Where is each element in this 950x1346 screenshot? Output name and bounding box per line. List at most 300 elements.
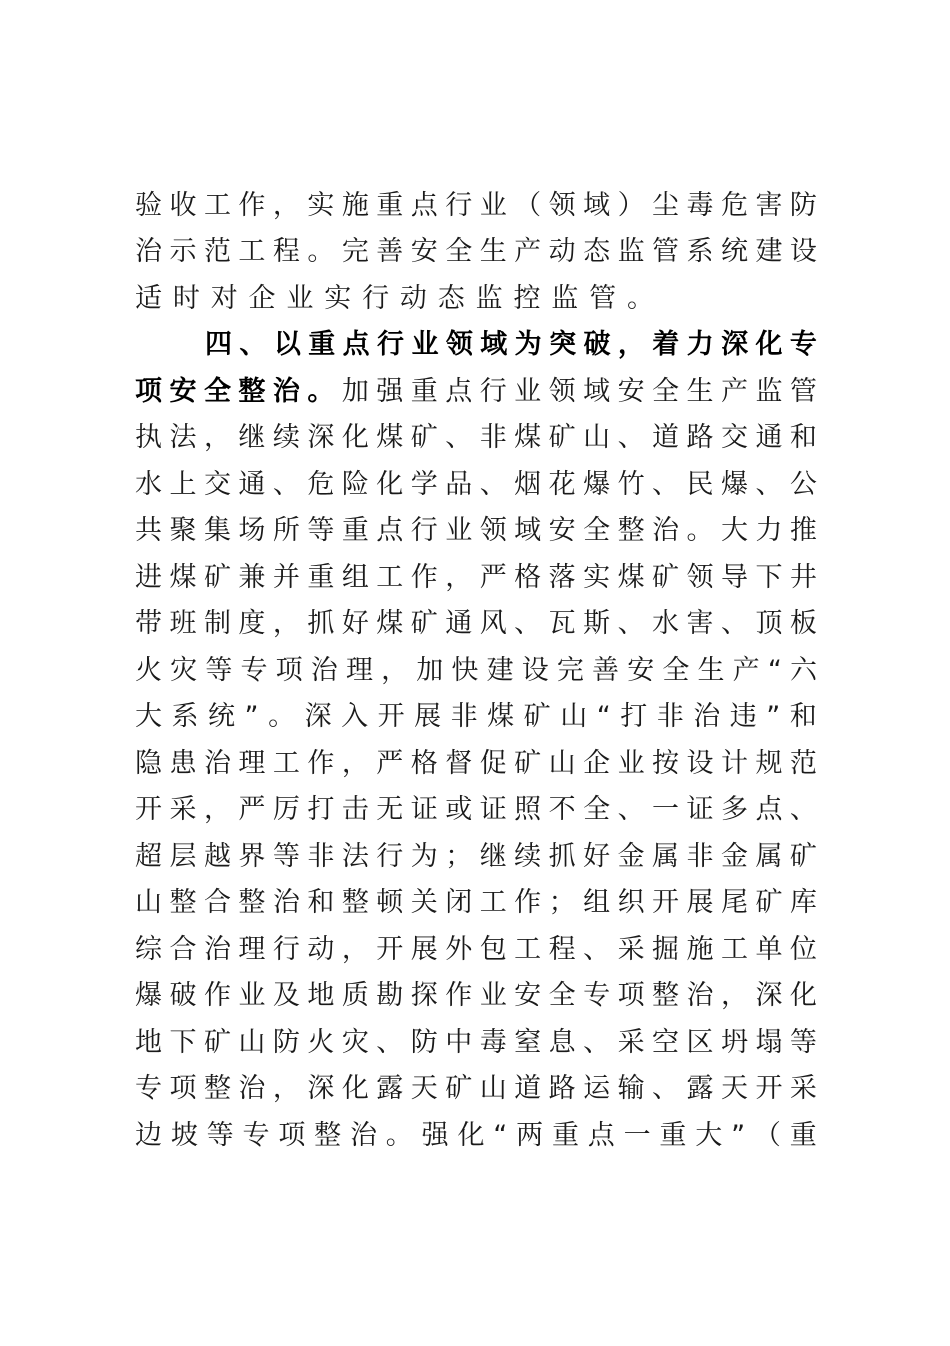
text-char: 毒 bbox=[686, 189, 714, 221]
text-char: 勘 bbox=[376, 980, 404, 1012]
text-char: 害 bbox=[755, 189, 783, 221]
text-char: 。 bbox=[385, 1119, 413, 1151]
text-char: ， bbox=[341, 933, 369, 965]
text-char: 所 bbox=[272, 515, 300, 547]
text-char: 业 bbox=[514, 375, 542, 407]
text-char: 等 bbox=[206, 1119, 234, 1151]
text-char: 通 bbox=[755, 422, 783, 454]
text-char: 治 bbox=[652, 515, 680, 547]
text-char: 抓 bbox=[548, 840, 576, 872]
text-char: 完 bbox=[341, 236, 369, 268]
text-char: 全 bbox=[662, 654, 690, 686]
text-char: 灾 bbox=[170, 654, 198, 686]
text-char: 整 bbox=[238, 887, 266, 919]
text-line bbox=[135, 275, 817, 322]
text-char: 促 bbox=[479, 747, 507, 779]
text-char: 天 bbox=[720, 1073, 748, 1105]
text-char: 害 bbox=[686, 608, 714, 640]
text-char: 上 bbox=[169, 468, 197, 500]
text-char: 质 bbox=[341, 980, 369, 1012]
text-char: 大 bbox=[720, 515, 748, 547]
text-char: ， bbox=[381, 654, 409, 686]
text-char: 兼 bbox=[238, 561, 266, 593]
text-char: 危 bbox=[307, 468, 335, 500]
text-char: 执 bbox=[135, 422, 162, 454]
text-char: 整 bbox=[341, 887, 369, 919]
text-char: 、 bbox=[376, 1026, 404, 1058]
heading-char: 四 bbox=[205, 329, 232, 361]
text-char: 越 bbox=[203, 840, 231, 872]
text-char: 场 bbox=[238, 515, 266, 547]
text-line bbox=[135, 694, 817, 741]
text-char: 域 bbox=[583, 189, 611, 221]
text-char: 为 bbox=[410, 840, 438, 872]
text-char: 管 bbox=[652, 236, 680, 268]
heading-char: 、 bbox=[239, 329, 267, 361]
text-line bbox=[135, 1066, 817, 1113]
text-char: 天 bbox=[410, 1073, 438, 1105]
text-char: 动 bbox=[548, 236, 576, 268]
text-char: 验 bbox=[135, 189, 162, 221]
text-char: 矿 bbox=[548, 422, 576, 454]
text-char: 建 bbox=[486, 654, 514, 686]
text-char: 领 bbox=[686, 561, 714, 593]
text-char: 山 bbox=[479, 1073, 507, 1105]
text-char: 化 bbox=[341, 422, 369, 454]
heading-char: 化 bbox=[755, 329, 783, 361]
text-char: 学 bbox=[410, 468, 438, 500]
text-char: 作 bbox=[445, 980, 473, 1012]
text-char: 探 bbox=[410, 980, 438, 1012]
text-char: 、 bbox=[789, 794, 817, 826]
text-char: 全 bbox=[583, 794, 611, 826]
text-char: 合 bbox=[169, 933, 197, 965]
text-char: 金 bbox=[617, 840, 645, 872]
text-char: 格 bbox=[410, 747, 438, 779]
text-char: 快 bbox=[451, 654, 479, 686]
text-char: 花 bbox=[548, 468, 576, 500]
text-char: 矿 bbox=[203, 1026, 231, 1058]
text-char: 法 bbox=[169, 422, 197, 454]
text-char: 监 bbox=[475, 282, 503, 314]
text-char: 管 bbox=[789, 375, 817, 407]
text-char: 工 bbox=[272, 747, 300, 779]
text-char: ） bbox=[617, 189, 645, 221]
text-char: 厉 bbox=[272, 794, 300, 826]
text-char: ， bbox=[203, 422, 231, 454]
text-char: 矿 bbox=[445, 1073, 473, 1105]
text-char: 管 bbox=[589, 282, 617, 314]
text-char: 示 bbox=[169, 236, 197, 268]
text-char: “ bbox=[767, 654, 782, 686]
heading-char: 为 bbox=[514, 329, 542, 361]
text-char: 空 bbox=[652, 1026, 680, 1058]
text-char: 业 bbox=[479, 189, 507, 221]
text-char: 治 bbox=[203, 747, 231, 779]
text-char: 顶 bbox=[755, 608, 783, 640]
text-char: 患 bbox=[169, 747, 197, 779]
text-char: 好 bbox=[583, 840, 611, 872]
text-char: 矿 bbox=[523, 701, 551, 733]
text-char: 全 bbox=[583, 515, 611, 547]
text-char: 规 bbox=[755, 747, 783, 779]
text-char: 开 bbox=[755, 1073, 783, 1105]
text-char: “ bbox=[596, 701, 611, 733]
text-char: 企 bbox=[248, 282, 276, 314]
text-char: 、 bbox=[617, 422, 645, 454]
text-char: 开 bbox=[377, 701, 405, 733]
text-char: 防 bbox=[272, 1026, 300, 1058]
text-char: 重 bbox=[376, 189, 404, 221]
text-char: 、 bbox=[617, 608, 645, 640]
heading-char: 以 bbox=[273, 329, 301, 361]
text-char: ， bbox=[272, 1073, 300, 1105]
text-line bbox=[135, 787, 817, 834]
text-char: 专 bbox=[242, 1119, 270, 1151]
text-char: 施 bbox=[686, 933, 714, 965]
text-char: 组 bbox=[583, 887, 611, 919]
text-char: 。 bbox=[686, 515, 714, 547]
text-char: 治 bbox=[203, 933, 231, 965]
text-char: 重 bbox=[307, 561, 335, 593]
text-char: 安 bbox=[410, 236, 438, 268]
text-char: 织 bbox=[617, 887, 645, 919]
text-char: 落 bbox=[548, 561, 576, 593]
text-char: 烟 bbox=[514, 468, 542, 500]
text-char: 金 bbox=[720, 840, 748, 872]
text-char: 、 bbox=[272, 468, 300, 500]
text-char: 严 bbox=[376, 747, 404, 779]
text-char: 防 bbox=[410, 1026, 438, 1058]
text-char: 作 bbox=[410, 561, 438, 593]
text-char: 行 bbox=[410, 515, 438, 547]
text-char: 全 bbox=[548, 980, 576, 1012]
text-char: 库 bbox=[789, 887, 817, 919]
text-char: 项 bbox=[278, 1119, 306, 1151]
text-char: 严 bbox=[479, 561, 507, 593]
text-char: 窒 bbox=[514, 1026, 542, 1058]
text-char: 全 bbox=[445, 236, 473, 268]
text-char: 煤 bbox=[514, 422, 542, 454]
text-char: 违 bbox=[729, 701, 757, 733]
text-char: 采 bbox=[169, 794, 197, 826]
text-char: 入 bbox=[341, 701, 369, 733]
text-char: 采 bbox=[617, 933, 645, 965]
text-char: 煤 bbox=[487, 701, 515, 733]
text-char: 产 bbox=[720, 375, 748, 407]
text-char: 态 bbox=[437, 282, 465, 314]
text-char: 实 bbox=[324, 282, 352, 314]
text-char: 治 bbox=[238, 1073, 266, 1105]
text-char: 组 bbox=[341, 561, 369, 593]
text-char: 域 bbox=[514, 515, 542, 547]
text-char: 点 bbox=[410, 189, 438, 221]
text-char: 交 bbox=[720, 422, 748, 454]
text-char: 抓 bbox=[307, 608, 335, 640]
heading-char: 力 bbox=[686, 329, 714, 361]
text-char: 治 bbox=[310, 654, 338, 686]
text-char: 加 bbox=[341, 375, 369, 407]
text-char: 域 bbox=[583, 375, 611, 407]
text-char: 道 bbox=[652, 422, 680, 454]
text-char: 深 bbox=[307, 1073, 335, 1105]
text-char: 领 bbox=[548, 189, 576, 221]
text-char: 强 bbox=[421, 1119, 449, 1151]
heading-char: 治 bbox=[272, 375, 300, 407]
heading-char: 行 bbox=[377, 329, 405, 361]
text-char: 化 bbox=[376, 468, 404, 500]
text-char: 下 bbox=[169, 1026, 197, 1058]
text-char: ； bbox=[445, 840, 473, 872]
text-char: 属 bbox=[755, 840, 783, 872]
text-char: 。 bbox=[307, 236, 335, 268]
text-char: 监 bbox=[755, 375, 783, 407]
text-char: 竹 bbox=[617, 468, 645, 500]
text-char: 展 bbox=[410, 933, 438, 965]
text-char: 生 bbox=[686, 375, 714, 407]
text-char: 展 bbox=[414, 701, 442, 733]
text-char: ， bbox=[272, 189, 300, 221]
text-char: 包 bbox=[479, 933, 507, 965]
text-line bbox=[135, 554, 817, 601]
text-char: 综 bbox=[135, 933, 162, 965]
text-char: 息 bbox=[548, 1026, 576, 1058]
heading-char: 破 bbox=[583, 329, 611, 361]
text-char: 业 bbox=[238, 980, 266, 1012]
text-char: 设 bbox=[789, 236, 817, 268]
text-char: 深 bbox=[755, 980, 783, 1012]
text-char: 继 bbox=[238, 422, 266, 454]
text-char: 打 bbox=[307, 794, 335, 826]
text-char: 善 bbox=[376, 236, 404, 268]
text-char: 爆 bbox=[583, 468, 611, 500]
text-char: 整 bbox=[617, 515, 645, 547]
text-char: 聚 bbox=[169, 515, 197, 547]
text-char: 火 bbox=[307, 1026, 335, 1058]
text-char: 安 bbox=[617, 375, 645, 407]
text-char: 全 bbox=[652, 375, 680, 407]
text-char: 瓦 bbox=[548, 608, 576, 640]
text-char: 证 bbox=[479, 794, 507, 826]
text-char: 矿 bbox=[514, 747, 542, 779]
text-char: 工 bbox=[479, 887, 507, 919]
heading-char: 项 bbox=[135, 375, 162, 407]
text-char: 破 bbox=[169, 980, 197, 1012]
text-char: 工 bbox=[376, 561, 404, 593]
text-char: ； bbox=[548, 887, 576, 919]
heading-char: 安 bbox=[169, 375, 197, 407]
text-char: 生 bbox=[479, 236, 507, 268]
text-char: 并 bbox=[272, 561, 300, 593]
text-char: 系 bbox=[686, 236, 714, 268]
text-char: 、 bbox=[514, 608, 542, 640]
heading-char: 全 bbox=[203, 375, 231, 407]
text-char: 矿 bbox=[755, 887, 783, 919]
text-char: 地 bbox=[307, 980, 335, 1012]
text-char: 非 bbox=[479, 422, 507, 454]
text-char: 严 bbox=[238, 794, 266, 826]
heading-char: 域 bbox=[480, 329, 508, 361]
text-char: 力 bbox=[755, 515, 783, 547]
text-char: 程 bbox=[548, 933, 576, 965]
text-char: 继 bbox=[479, 840, 507, 872]
text-char: 安 bbox=[514, 980, 542, 1012]
text-char: 界 bbox=[238, 840, 266, 872]
text-char: 毒 bbox=[479, 1026, 507, 1058]
text-char: 监 bbox=[617, 236, 645, 268]
text-char: 控 bbox=[513, 282, 541, 314]
text-char: 完 bbox=[556, 654, 584, 686]
text-char: 运 bbox=[583, 1073, 611, 1105]
text-char: 重 bbox=[789, 1119, 817, 1151]
text-char: 区 bbox=[686, 1026, 714, 1058]
text-char: 专 bbox=[583, 980, 611, 1012]
text-char: 、 bbox=[652, 1073, 680, 1105]
text-char: 领 bbox=[548, 375, 576, 407]
text-line bbox=[135, 833, 817, 880]
text-char: 非 bbox=[307, 840, 335, 872]
text-char: 产 bbox=[514, 236, 542, 268]
text-char: 作 bbox=[203, 980, 231, 1012]
text-char: 行 bbox=[362, 282, 390, 314]
text-char: 法 bbox=[341, 840, 369, 872]
text-char: 化 bbox=[789, 980, 817, 1012]
text-char: 产 bbox=[732, 654, 760, 686]
text-char: 督 bbox=[445, 747, 473, 779]
text-char: 非 bbox=[656, 701, 684, 733]
text-char: 等 bbox=[307, 515, 335, 547]
text-char: 计 bbox=[720, 747, 748, 779]
text-char: 企 bbox=[583, 747, 611, 779]
text-char: 行 bbox=[376, 840, 404, 872]
text-char: 公 bbox=[789, 468, 817, 500]
text-char: 等 bbox=[789, 1026, 817, 1058]
text-char: 建 bbox=[755, 236, 783, 268]
text-char: 点 bbox=[587, 1119, 615, 1151]
text-char: 中 bbox=[445, 1026, 473, 1058]
text-char: 施 bbox=[341, 189, 369, 221]
text-char: ， bbox=[445, 561, 473, 593]
text-char: 工 bbox=[238, 236, 266, 268]
text-char: 多 bbox=[720, 794, 748, 826]
text-char: 采 bbox=[617, 1026, 645, 1058]
text-char: 收 bbox=[169, 189, 197, 221]
text-char: 工 bbox=[514, 933, 542, 965]
text-line bbox=[135, 322, 817, 369]
text-char: 外 bbox=[445, 933, 473, 965]
text-char: 制 bbox=[203, 608, 231, 640]
text-char: 风 bbox=[479, 608, 507, 640]
text-char: 范 bbox=[203, 236, 231, 268]
text-char: 矿 bbox=[203, 561, 231, 593]
heading-char: 突 bbox=[549, 329, 577, 361]
text-char: 证 bbox=[410, 794, 438, 826]
heading-char: 整 bbox=[238, 375, 266, 407]
text-char: 山 bbox=[135, 887, 162, 919]
text-char: 坡 bbox=[170, 1119, 198, 1151]
text-char: ， bbox=[203, 794, 231, 826]
text-char: 山 bbox=[548, 747, 576, 779]
text-char: （ bbox=[753, 1119, 781, 1151]
text-char: 照 bbox=[514, 794, 542, 826]
text-char: 工 bbox=[203, 189, 231, 221]
text-char: 、 bbox=[755, 468, 783, 500]
text-char: 安 bbox=[548, 515, 576, 547]
text-char: 善 bbox=[592, 654, 620, 686]
text-char: 六 bbox=[789, 654, 817, 686]
text-char: 采 bbox=[789, 1073, 817, 1105]
text-char: 整 bbox=[169, 887, 197, 919]
text-char: 一 bbox=[623, 1119, 651, 1151]
text-char: 和 bbox=[307, 887, 335, 919]
text-char: 、 bbox=[583, 933, 611, 965]
text-char: 强 bbox=[376, 375, 404, 407]
text-char: 化 bbox=[341, 1073, 369, 1105]
text-char: 路 bbox=[686, 422, 714, 454]
text-char: 共 bbox=[135, 515, 162, 547]
text-char: 治 bbox=[693, 701, 721, 733]
text-char: 项 bbox=[275, 654, 303, 686]
heading-char: 重 bbox=[308, 329, 336, 361]
text-char: 作 bbox=[307, 747, 335, 779]
heading-char: 专 bbox=[789, 329, 817, 361]
text-char: 掘 bbox=[652, 933, 680, 965]
text-line bbox=[135, 880, 817, 927]
text-char: 打 bbox=[620, 701, 648, 733]
text-char: 加 bbox=[416, 654, 444, 686]
text-char: 专 bbox=[135, 1073, 162, 1105]
text-line bbox=[135, 415, 817, 462]
heading-char: 着 bbox=[652, 329, 680, 361]
text-char: 化 bbox=[457, 1119, 485, 1151]
text-char: 整 bbox=[314, 1119, 342, 1151]
text-char: 、 bbox=[583, 1026, 611, 1058]
text-char: 灾 bbox=[341, 1026, 369, 1058]
text-char: 煤 bbox=[169, 561, 197, 593]
text-char: 及 bbox=[272, 980, 300, 1012]
text-char: 行 bbox=[272, 933, 300, 965]
text-char: 专 bbox=[240, 654, 268, 686]
text-char: 适 bbox=[135, 282, 162, 314]
text-char: 重 bbox=[551, 1119, 579, 1151]
text-char: 火 bbox=[135, 654, 162, 686]
text-char: 层 bbox=[169, 840, 197, 872]
text-char: ， bbox=[341, 747, 369, 779]
text-char: 山 bbox=[560, 701, 588, 733]
text-char: 地 bbox=[135, 1026, 162, 1058]
heading-char: ， bbox=[617, 329, 645, 361]
text-line bbox=[135, 182, 817, 229]
text-char: 理 bbox=[238, 747, 266, 779]
body-text bbox=[135, 182, 817, 1159]
text-char: 矿 bbox=[410, 608, 438, 640]
text-char: 动 bbox=[399, 282, 427, 314]
text-char: 闭 bbox=[445, 887, 473, 919]
text-char: 开 bbox=[376, 933, 404, 965]
heading-char: 领 bbox=[445, 329, 473, 361]
text-char: 煤 bbox=[376, 608, 404, 640]
text-char: 整 bbox=[203, 1073, 231, 1105]
text-char: 露 bbox=[376, 1073, 404, 1105]
text-char: 集 bbox=[203, 515, 231, 547]
text-char: 领 bbox=[479, 515, 507, 547]
text-char: 动 bbox=[307, 933, 335, 965]
text-char: 设 bbox=[521, 654, 549, 686]
text-char: 大 bbox=[695, 1119, 723, 1151]
text-char: 业 bbox=[445, 515, 473, 547]
text-char: 项 bbox=[617, 980, 645, 1012]
text-char: 点 bbox=[376, 515, 404, 547]
